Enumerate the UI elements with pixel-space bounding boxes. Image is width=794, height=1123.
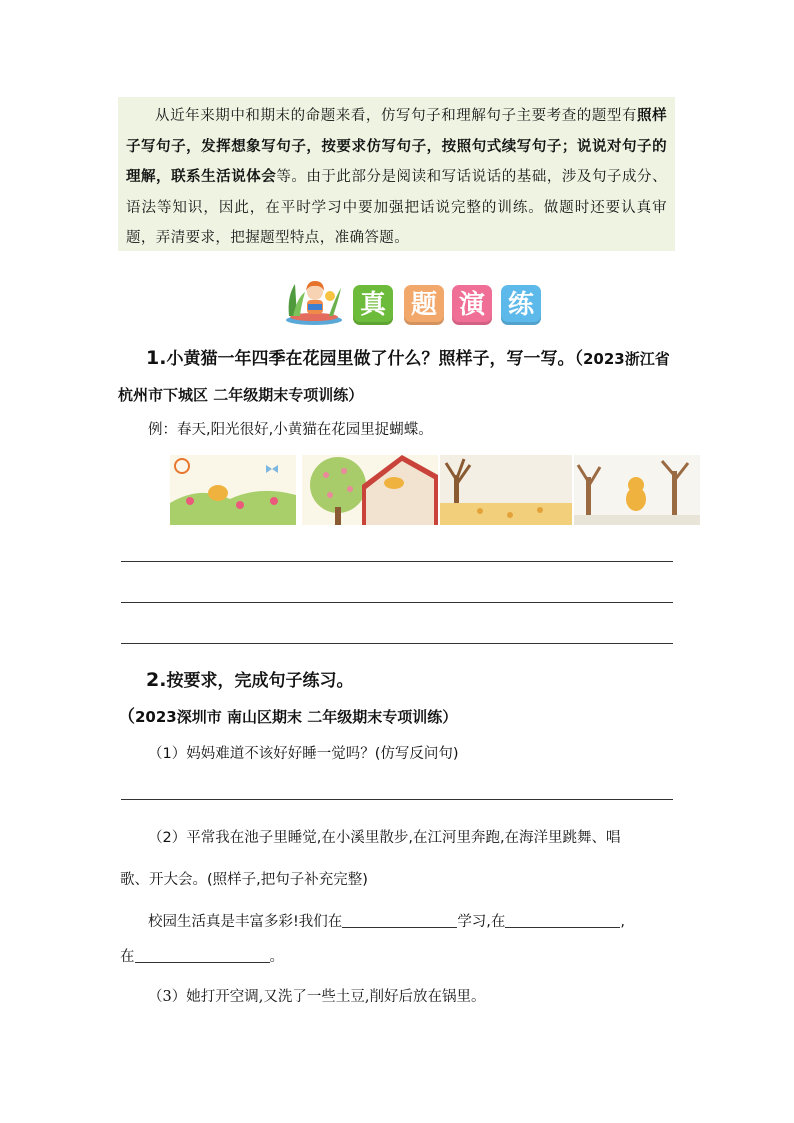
q1-title bbox=[118, 340, 678, 413]
q2-sub1: （1）妈妈难道不该好好睡一觉吗？(仿写反问句) bbox=[148, 746, 459, 762]
q2-sub2-line1: （2）平常我在池子里睡觉,在小溪里散步,在江河里奔跑,在海洋里跳舞、唱 bbox=[148, 830, 621, 846]
fill-period: 。 bbox=[269, 949, 284, 965]
intro-text-2: 等。由于此部分是阅读和写话说话的基础，涉及句子成分、语法等知识，因此，在平时学习中要加强把话说完整的训练。做题时还要认真审题，弄清要求，把握题型特点，准确答题。 bbox=[126, 169, 667, 246]
q1-source: 2023浙江省 杭州市下城区 二年级期末专项训练） bbox=[118, 350, 670, 404]
q1-answer-line-2[interactable] bbox=[121, 602, 673, 603]
intro-box bbox=[118, 97, 675, 251]
q2-sub2-fill-row2 bbox=[120, 945, 284, 966]
banner-tile-ti: 题 bbox=[404, 285, 444, 325]
q1-title-text: 小黄猫一年四季在花园里做了什么？照样子，写一写。（ bbox=[166, 349, 583, 369]
fill-prefix: 校园生活真是丰富多彩!我们在 bbox=[148, 914, 343, 930]
q1-number: 1. bbox=[146, 347, 167, 369]
fill-blank-2[interactable] bbox=[505, 911, 620, 928]
q2-source: 2023深圳市 南山区期末 二年级期末专项训练） bbox=[135, 708, 458, 726]
spring-picture bbox=[170, 455, 296, 525]
fill-comma: , bbox=[620, 914, 626, 930]
banner-tile-zhen: 真 bbox=[353, 285, 393, 325]
banner-tile-yan: 演 bbox=[452, 285, 492, 325]
reading-child-illustration bbox=[283, 276, 345, 326]
banner-tile-lian: 练 bbox=[501, 285, 541, 325]
q1-example: 例：春天,阳光很好,小黄猫在花园里捉蝴蝶。 bbox=[148, 422, 433, 438]
q1-answer-line-1[interactable] bbox=[121, 561, 673, 562]
intro-paragraph bbox=[126, 101, 667, 254]
fill-mid: 学习,在 bbox=[457, 914, 506, 930]
q1-answer-line-3[interactable] bbox=[121, 643, 673, 644]
q2-sub2-fill-row1 bbox=[148, 910, 625, 931]
fill-prefix-2: 在 bbox=[120, 949, 135, 965]
winter-picture bbox=[574, 455, 700, 525]
section-banner bbox=[283, 276, 543, 326]
intro-text-1: 从近年来期中和期末的命题来看，仿写句子和理解句子主要考查的题型有 bbox=[155, 108, 638, 124]
intro-bold-text: 照样子写句子，发挥想象写句子，按要求仿写句子，按照句式续写句子；说说对句子的理解，联系生活说体会 bbox=[126, 107, 667, 185]
q2-sub3: （3）她打开空调,又洗了一些土豆,削好后放在锅里。 bbox=[148, 989, 486, 1005]
summer-picture bbox=[302, 455, 438, 525]
fill-blank-3[interactable] bbox=[135, 946, 270, 963]
q2-title bbox=[118, 662, 678, 735]
q2-sub1-answer-line[interactable] bbox=[121, 799, 673, 800]
four-seasons-pictures bbox=[170, 455, 700, 525]
q2-number: 2. bbox=[146, 669, 167, 691]
q2-title-text: 按要求，完成句子练习。（ bbox=[118, 671, 354, 727]
fill-blank-1[interactable] bbox=[342, 911, 457, 928]
q2-sub2-line2: 歌、开大会。(照样子,把句子补充完整) bbox=[120, 872, 368, 888]
autumn-picture bbox=[440, 455, 572, 525]
